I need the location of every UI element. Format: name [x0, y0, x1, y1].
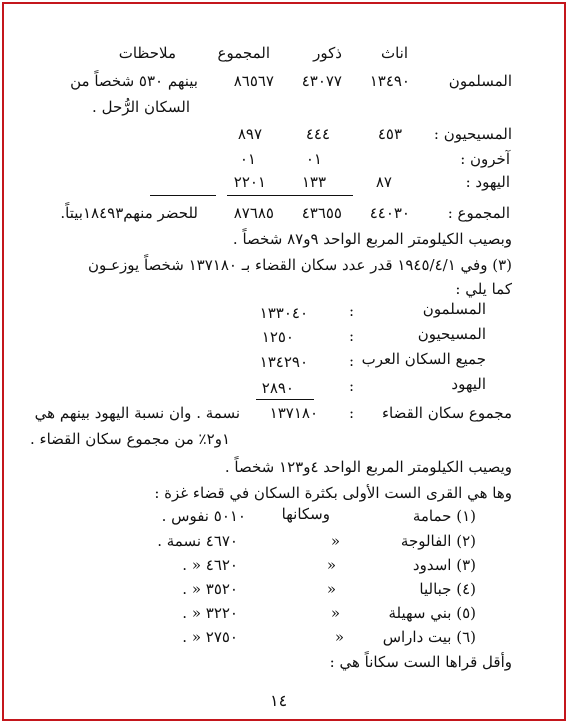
row-label: المسلمون [448, 72, 512, 90]
row-males: ٠١ [305, 150, 322, 168]
row-males: ٤٣٦٥٥ [301, 204, 342, 222]
t2-sep: : [348, 352, 354, 370]
village-name: (٣) اسدود [412, 556, 476, 574]
row-total: ٢٢٠١ [233, 173, 266, 191]
village-pop: ٣٥٢٠ « . [182, 580, 238, 598]
villages-pop-header: وسكانها [281, 505, 330, 523]
sum-rule [285, 195, 353, 196]
row-notes: بينهم ٥٣٠ شخصاً من [70, 72, 198, 90]
row-females: ٤٥٣ [377, 125, 402, 143]
row-notes: للحضر منهم١٨٤٩٣بيتاً. [60, 204, 198, 222]
village-ditto: « [334, 628, 344, 646]
sum-rule [150, 195, 216, 196]
row-total: ٨٧٦٨٥ [233, 204, 274, 222]
t2-sep: : [348, 377, 354, 395]
row-males: ١٣٣ [301, 173, 326, 191]
row-notes-cont: السكان الرُّحل . [92, 98, 190, 116]
t2-label: اليهود [451, 375, 486, 393]
t2-value: ١٣٤٢٩٠ [259, 353, 308, 371]
village-ditto: « [330, 532, 340, 550]
t2-total-note: نسمة . وان نسبة اليهود بينهم هي [34, 404, 240, 422]
row-label: المسيحيون : [433, 125, 512, 143]
row-total: ٠١ [239, 150, 256, 168]
sum-rule [256, 399, 314, 400]
row-females: ١٣٤٩٠ [369, 72, 410, 90]
village-ditto: « [326, 556, 336, 574]
row-label: آخرون : [460, 150, 510, 168]
village-ditto: « [330, 604, 340, 622]
density-line: ويصيب الكيلومتر المربع الواحد ٤و١٢٣ شخصاً . [224, 458, 512, 476]
closing-line: وأقل قراها الست سكاناً هي : [329, 653, 512, 671]
village-name: (٤) جباليا [419, 580, 476, 598]
t2-label: المسلمون [422, 300, 486, 318]
t2-label: مجموع سكان القضاء [381, 404, 512, 422]
header-notes: ملاحظات [118, 44, 176, 62]
t2-value: ١٢٥٠ [261, 328, 294, 346]
t2-sep: : [348, 404, 354, 422]
village-name: (٦) بيت داراس [382, 628, 476, 646]
t2-sep: : [348, 302, 354, 320]
header-females: اناث [380, 44, 408, 62]
t2-label: جميع السكان العرب [361, 350, 486, 368]
row-females: ٨٧ [375, 173, 392, 191]
t2-value: ١٣٧١٨٠ [269, 404, 318, 422]
village-pop: ٢٧٥٠ « . [182, 628, 238, 646]
t2-value: ١٣٣٠٤٠ [259, 304, 308, 322]
village-pop: ٤٦٢٠ « . [182, 556, 238, 574]
t2-total-note-cont: ١و٢٪ من مجموع سكان القضاء . [30, 430, 230, 448]
village-ditto: « [326, 580, 336, 598]
row-total: ٨٩٧ [237, 125, 262, 143]
row-label: المجموع : [447, 204, 510, 222]
village-name: (٢) الفالوجة [400, 532, 476, 550]
row-males: ٤٤٤ [305, 125, 330, 143]
paragraph-3-cont: كما يلي : [455, 280, 512, 298]
t2-value: ٢٨٩٠ [261, 379, 294, 397]
row-label: اليهود : [465, 173, 510, 191]
village-name: (١) حمامة [412, 507, 476, 525]
sum-rule [227, 195, 287, 196]
row-females: ٤٤٠٣٠ [369, 204, 410, 222]
t2-label: المسيحيون [417, 325, 486, 343]
villages-intro: وها هي القرى الست الأولى بكثرة السكان في قضاء غزة : [154, 484, 512, 502]
density-line: وبصيب الكيلومتر المربع الواحد ٩و٨٧ شخصاً . [232, 230, 512, 248]
header-males: ذكور [313, 44, 342, 62]
page-number: ١٤ [270, 691, 288, 710]
row-males: ٤٣٠٧٧ [301, 72, 342, 90]
row-total: ٨٦٥٦٧ [233, 72, 274, 90]
village-pop: ٣٢٢٠ « . [182, 604, 238, 622]
paragraph-3: (٣) وفي ١٩٤٥/٤/١ قدر عدد سكان القضاء بـ ١٣٧١٨٠ شخصاً يوزعـون [87, 256, 512, 274]
t2-sep: : [348, 327, 354, 345]
header-total: المجموع [217, 44, 270, 62]
village-name: (٥) بني سهيلة [388, 604, 476, 622]
village-pop: ٥٠١٠ نفوس . [161, 507, 246, 525]
village-pop: ٤٦٧٠ نسمة . [157, 532, 238, 550]
